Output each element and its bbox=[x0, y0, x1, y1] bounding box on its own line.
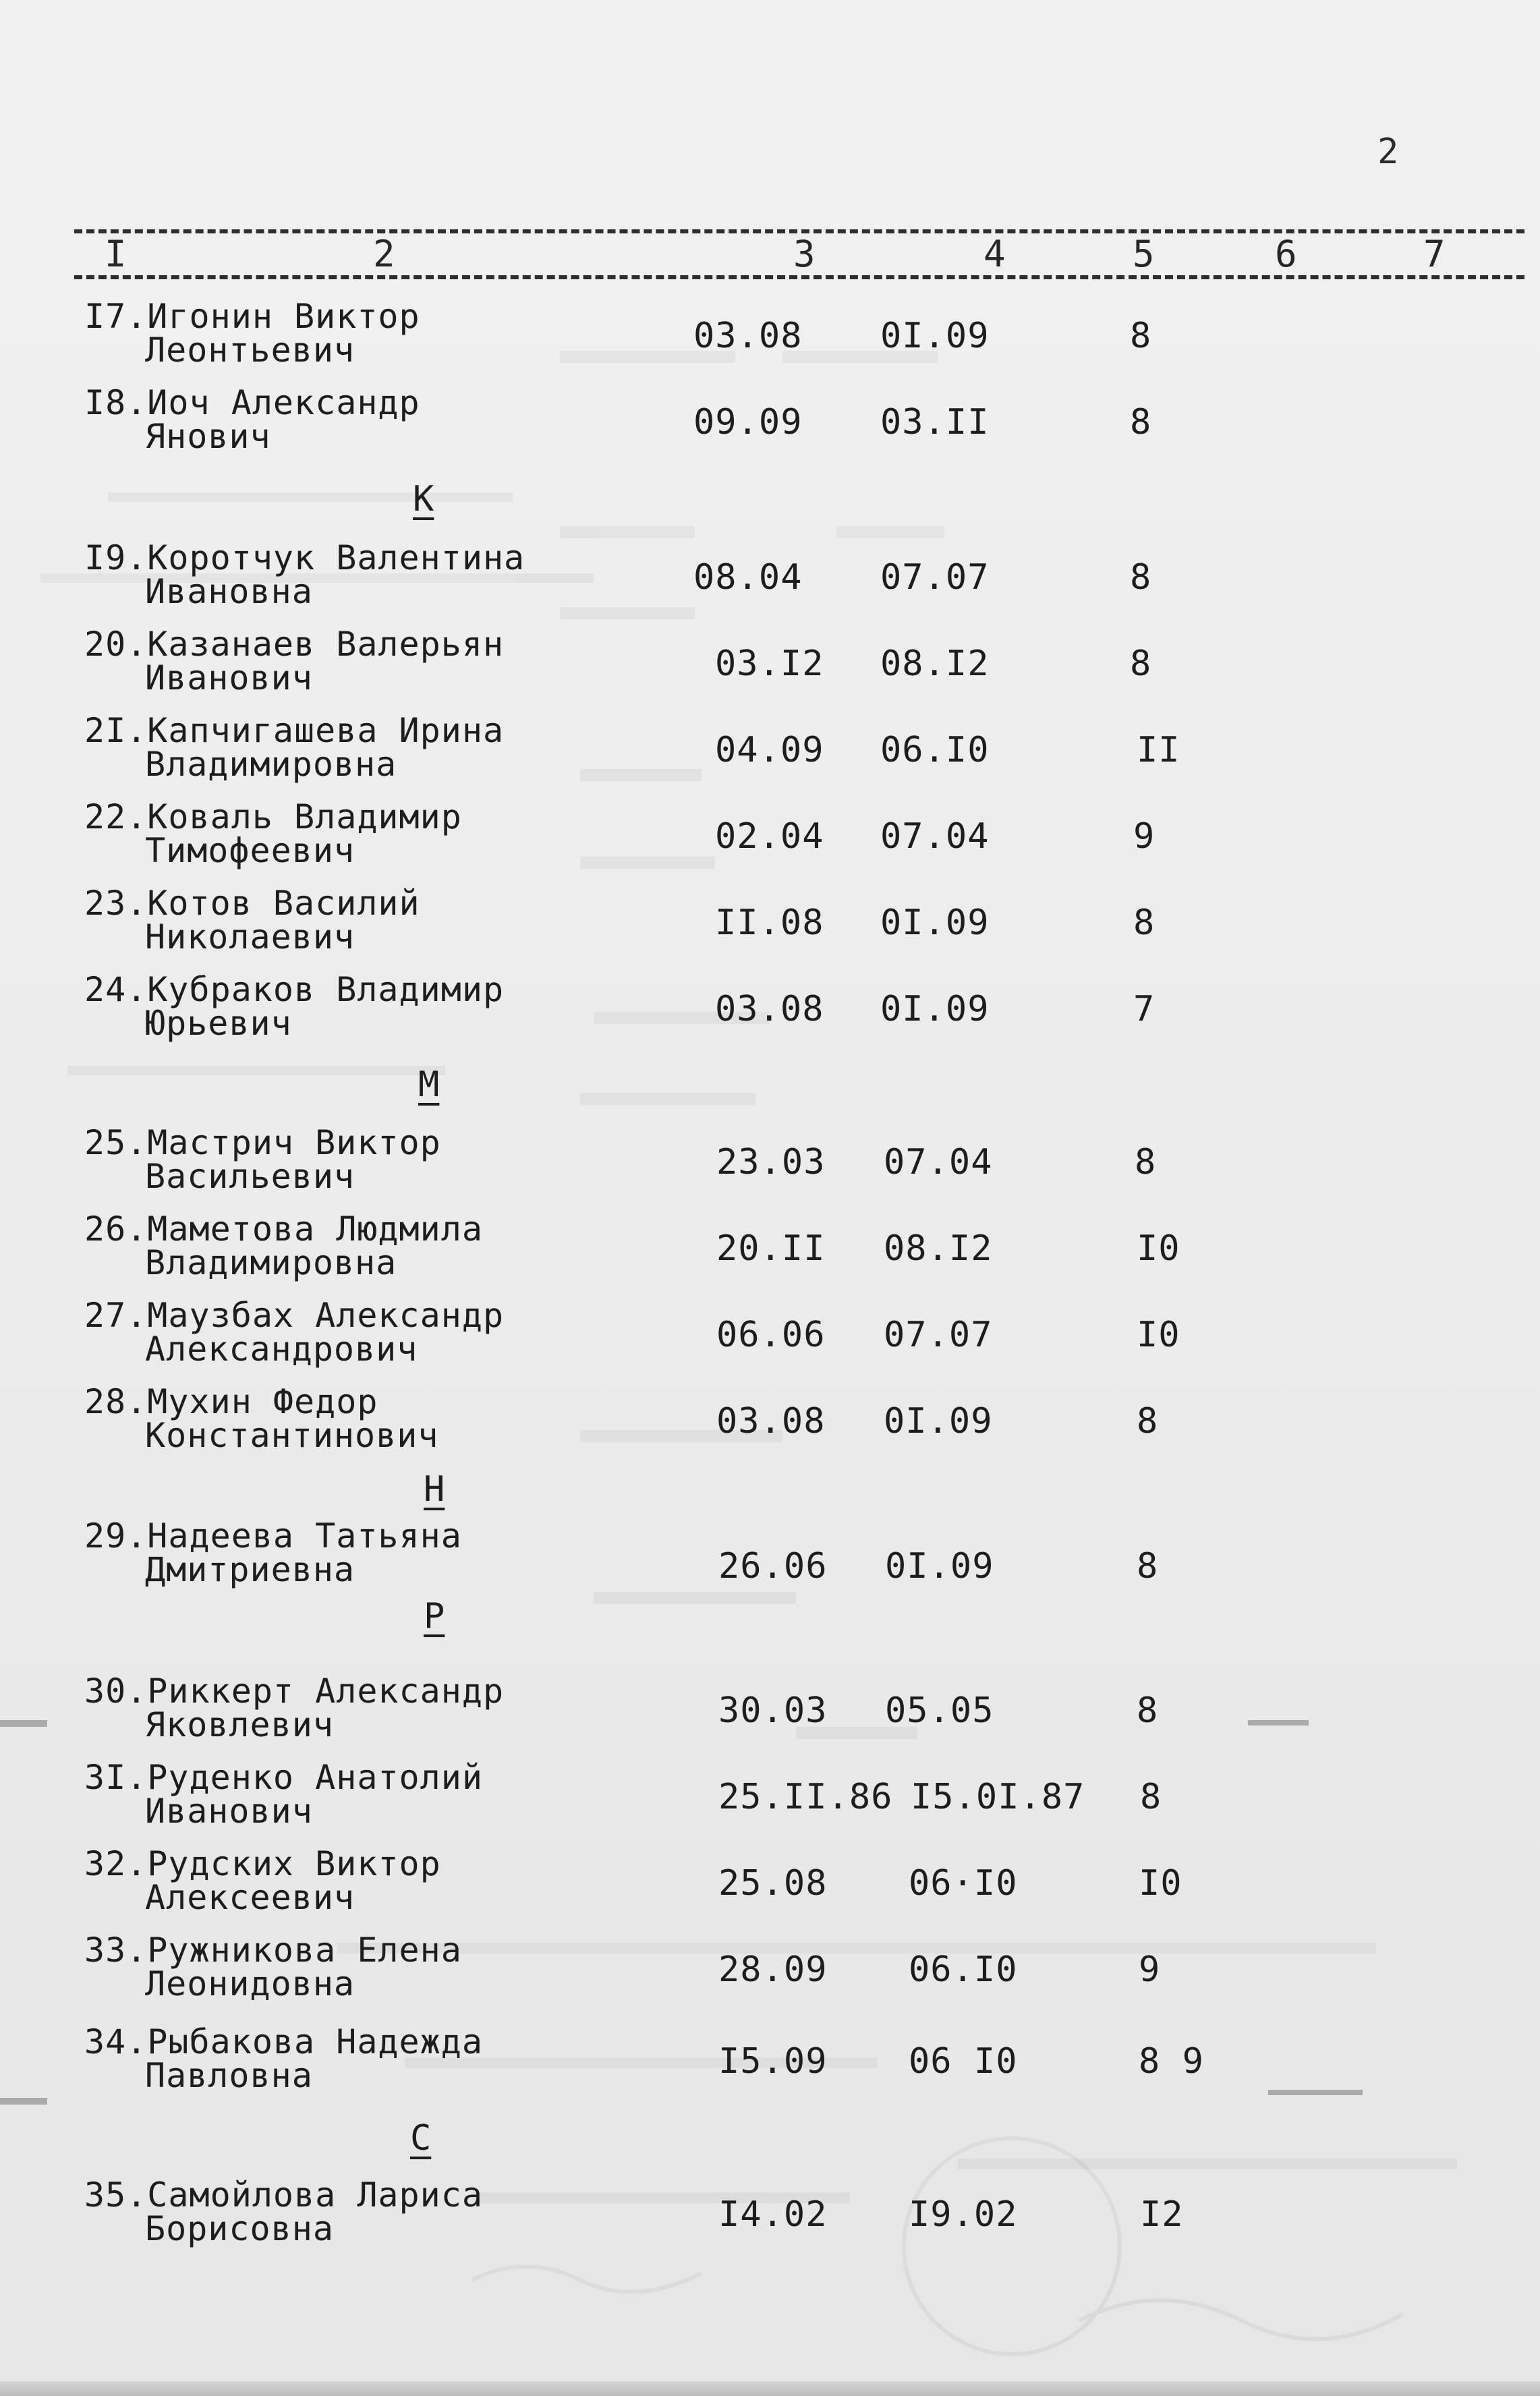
row-col4: 0I.09 bbox=[884, 1401, 993, 1442]
header-rule-bottom bbox=[74, 275, 1524, 279]
row-col3: 09.09 bbox=[693, 402, 803, 443]
row-col4: 05.05 bbox=[885, 1690, 994, 1731]
row-col4: 06·I0 bbox=[909, 1863, 1018, 1904]
row-name-line2: Владимировна bbox=[145, 1243, 397, 1282]
table-row bbox=[0, 884, 1540, 965]
row-col4: 06.I0 bbox=[909, 1949, 1018, 1990]
row-col3: 06.06 bbox=[716, 1315, 826, 1355]
row-col3: 03.08 bbox=[716, 1401, 826, 1442]
row-col3: I4.02 bbox=[718, 2194, 828, 2235]
table-row bbox=[0, 538, 1540, 619]
row-col3: 25.II.86 bbox=[718, 1777, 893, 1817]
row-name-line1: 27.Маузбах Александр bbox=[84, 1296, 505, 1335]
section-letter-n: Н bbox=[424, 1469, 445, 1510]
row-name-line2: Николаевич bbox=[145, 917, 355, 957]
row-col3: 04.09 bbox=[715, 730, 824, 770]
row-name-line2: Владимировна bbox=[145, 745, 397, 784]
row-col3: 03.I2 bbox=[715, 644, 824, 684]
row-col5: 7 bbox=[1133, 989, 1156, 1029]
row-name-line1: 32.Рудских Виктор bbox=[84, 1844, 441, 1883]
row-name-line1: I7.Игонин Виктор bbox=[84, 297, 420, 336]
row-col5: 8 bbox=[1135, 1142, 1157, 1182]
row-col5: 8 bbox=[1130, 557, 1152, 598]
row-col4: 0I.09 bbox=[885, 1546, 994, 1587]
row-col4: 07.07 bbox=[884, 1315, 993, 1355]
table-row bbox=[0, 297, 1540, 378]
page-bottom-edge bbox=[0, 2381, 1540, 2396]
row-col3: 28.09 bbox=[718, 1949, 828, 1990]
table-row bbox=[0, 970, 1540, 1051]
table-row bbox=[0, 1209, 1540, 1290]
table-row bbox=[0, 1758, 1540, 1839]
row-col4: 07.04 bbox=[884, 1142, 993, 1182]
row-name-line1: 30.Риккерт Александр bbox=[84, 1672, 505, 1711]
row-name-line1: 25.Мастрич Виктор bbox=[84, 1123, 441, 1162]
row-col5: 8 bbox=[1137, 1690, 1159, 1731]
table-row bbox=[0, 1296, 1540, 1377]
row-col4: 06.I0 bbox=[880, 730, 990, 770]
table-row bbox=[0, 1672, 1540, 1752]
row-col5: 8 bbox=[1130, 316, 1152, 356]
row-col3: I5.09 bbox=[718, 2041, 828, 2082]
row-name-line1: 28.Мухин Федор bbox=[84, 1382, 378, 1421]
row-col3: 30.03 bbox=[718, 1690, 828, 1731]
row-col4: 07.04 bbox=[880, 816, 990, 857]
row-name-line1: I8.Иоч Александр bbox=[84, 383, 420, 422]
row-col3: 20.II bbox=[716, 1228, 826, 1269]
row-name-line2: Алексеевич bbox=[145, 1878, 355, 1917]
table-row bbox=[0, 2022, 1540, 2103]
row-name-line2: Иванович bbox=[145, 658, 313, 697]
column-header-1: I bbox=[105, 233, 127, 275]
row-col5: 8 bbox=[1137, 1546, 1159, 1587]
table-row bbox=[0, 383, 1540, 464]
row-col4: 0I.09 bbox=[880, 316, 990, 356]
row-name-line1: 24.Кубраков Владимир bbox=[84, 970, 505, 1009]
row-name-line2: Дмитриевна bbox=[145, 1550, 355, 1589]
row-name-line2: Ивановна bbox=[145, 572, 313, 611]
row-col5: 9 bbox=[1139, 1949, 1161, 1990]
row-name-line2: Борисовна bbox=[145, 2209, 334, 2248]
row-col5: 8 bbox=[1140, 1777, 1162, 1817]
row-name-line1: 20.Казанаев Валерьян bbox=[84, 625, 505, 664]
row-name-line2: Александрович bbox=[145, 1330, 418, 1369]
row-name-line2: Янович bbox=[145, 417, 271, 456]
column-header-7: 7 bbox=[1423, 233, 1446, 275]
row-col3: 08.04 bbox=[693, 557, 803, 598]
row-col4: 0I.09 bbox=[880, 989, 990, 1029]
row-name-line1: 35.Самойлова Лариса bbox=[84, 2175, 483, 2215]
row-col3: 03.08 bbox=[693, 316, 803, 356]
row-name-line2: Иванович bbox=[145, 1792, 313, 1831]
row-name-line2: Павловна bbox=[145, 2056, 313, 2095]
row-col4: 06 I0 bbox=[909, 2041, 1018, 2082]
row-col5: II bbox=[1137, 730, 1180, 770]
row-col5: I0 bbox=[1139, 1863, 1182, 1904]
row-name-line1: 23.Котов Василий bbox=[84, 884, 420, 923]
row-name-line2: Юрьевич bbox=[145, 1004, 292, 1043]
row-col3: 26.06 bbox=[718, 1546, 828, 1587]
table-row bbox=[0, 1844, 1540, 1925]
section-letter-s: С bbox=[410, 2118, 432, 2159]
table-row bbox=[0, 1123, 1540, 1204]
column-header-6: 6 bbox=[1275, 233, 1297, 275]
row-col5: I0 bbox=[1137, 1228, 1180, 1269]
row-col5: 8 bbox=[1130, 402, 1152, 443]
table-row bbox=[0, 2175, 1540, 2256]
row-col3: II.08 bbox=[715, 903, 824, 943]
row-name-line2: Константинович bbox=[145, 1416, 439, 1455]
row-col5: 8 bbox=[1137, 1401, 1159, 1442]
row-col5: 8 bbox=[1130, 644, 1152, 684]
row-col5: 8 9 bbox=[1139, 2041, 1204, 2082]
section-letter-m: М bbox=[418, 1064, 440, 1105]
row-col5: 9 bbox=[1133, 816, 1156, 857]
row-name-line2: Васильевич bbox=[145, 1157, 355, 1196]
column-header-3: 3 bbox=[793, 233, 816, 275]
row-col5: I0 bbox=[1137, 1315, 1180, 1355]
row-name-line2: Леонтьевич bbox=[145, 331, 355, 370]
table-row bbox=[0, 625, 1540, 706]
row-name-line1: 22.Коваль Владимир bbox=[84, 797, 462, 836]
table-row bbox=[0, 1382, 1540, 1463]
row-col3: 23.03 bbox=[716, 1142, 826, 1182]
row-col3: 02.04 bbox=[715, 816, 824, 857]
row-col3: 03.08 bbox=[715, 989, 824, 1029]
row-col3: 25.08 bbox=[718, 1863, 828, 1904]
row-col4: I5.0I.87 bbox=[911, 1777, 1085, 1817]
row-name-line1: 2I.Капчигашева Ирина bbox=[84, 711, 505, 750]
row-col4: 08.I2 bbox=[880, 644, 990, 684]
table-row bbox=[0, 1931, 1540, 2012]
row-name-line1: 29.Надеева Татьяна bbox=[84, 1516, 462, 1556]
table-row bbox=[0, 711, 1540, 792]
table-row bbox=[0, 797, 1540, 878]
column-header-5: 5 bbox=[1133, 233, 1155, 275]
row-name-line1: I9.Коротчук Валентина bbox=[84, 538, 525, 577]
row-col4: 07.07 bbox=[880, 557, 990, 598]
column-header-4: 4 bbox=[983, 233, 1006, 275]
section-letter-r: Р bbox=[424, 1596, 445, 1636]
row-col5: 8 bbox=[1133, 903, 1156, 943]
row-name-line1: 3I.Руденко Анатолий bbox=[84, 1758, 483, 1797]
section-letter-k: К bbox=[413, 479, 434, 519]
row-name-line2: Тимофеевич bbox=[145, 831, 355, 870]
row-col4: 08.I2 bbox=[884, 1228, 993, 1269]
row-name-line1: 34.Рыбакова Надежда bbox=[84, 2022, 483, 2061]
page-number: 2 bbox=[1377, 132, 1399, 172]
table-row bbox=[0, 1516, 1540, 1597]
row-name-line1: 33.Ружникова Елена bbox=[84, 1931, 462, 1970]
row-name-line1: 26.Маметова Людмила bbox=[84, 1209, 483, 1249]
row-name-line2: Яковлевич bbox=[145, 1705, 334, 1744]
row-col5: I2 bbox=[1140, 2194, 1184, 2235]
column-header-2: 2 bbox=[373, 233, 395, 275]
row-name-line2: Леонидовна bbox=[145, 1964, 355, 2003]
row-col4: 03.II bbox=[880, 402, 990, 443]
row-col4: I9.02 bbox=[909, 2194, 1018, 2235]
row-col4: 0I.09 bbox=[880, 903, 990, 943]
